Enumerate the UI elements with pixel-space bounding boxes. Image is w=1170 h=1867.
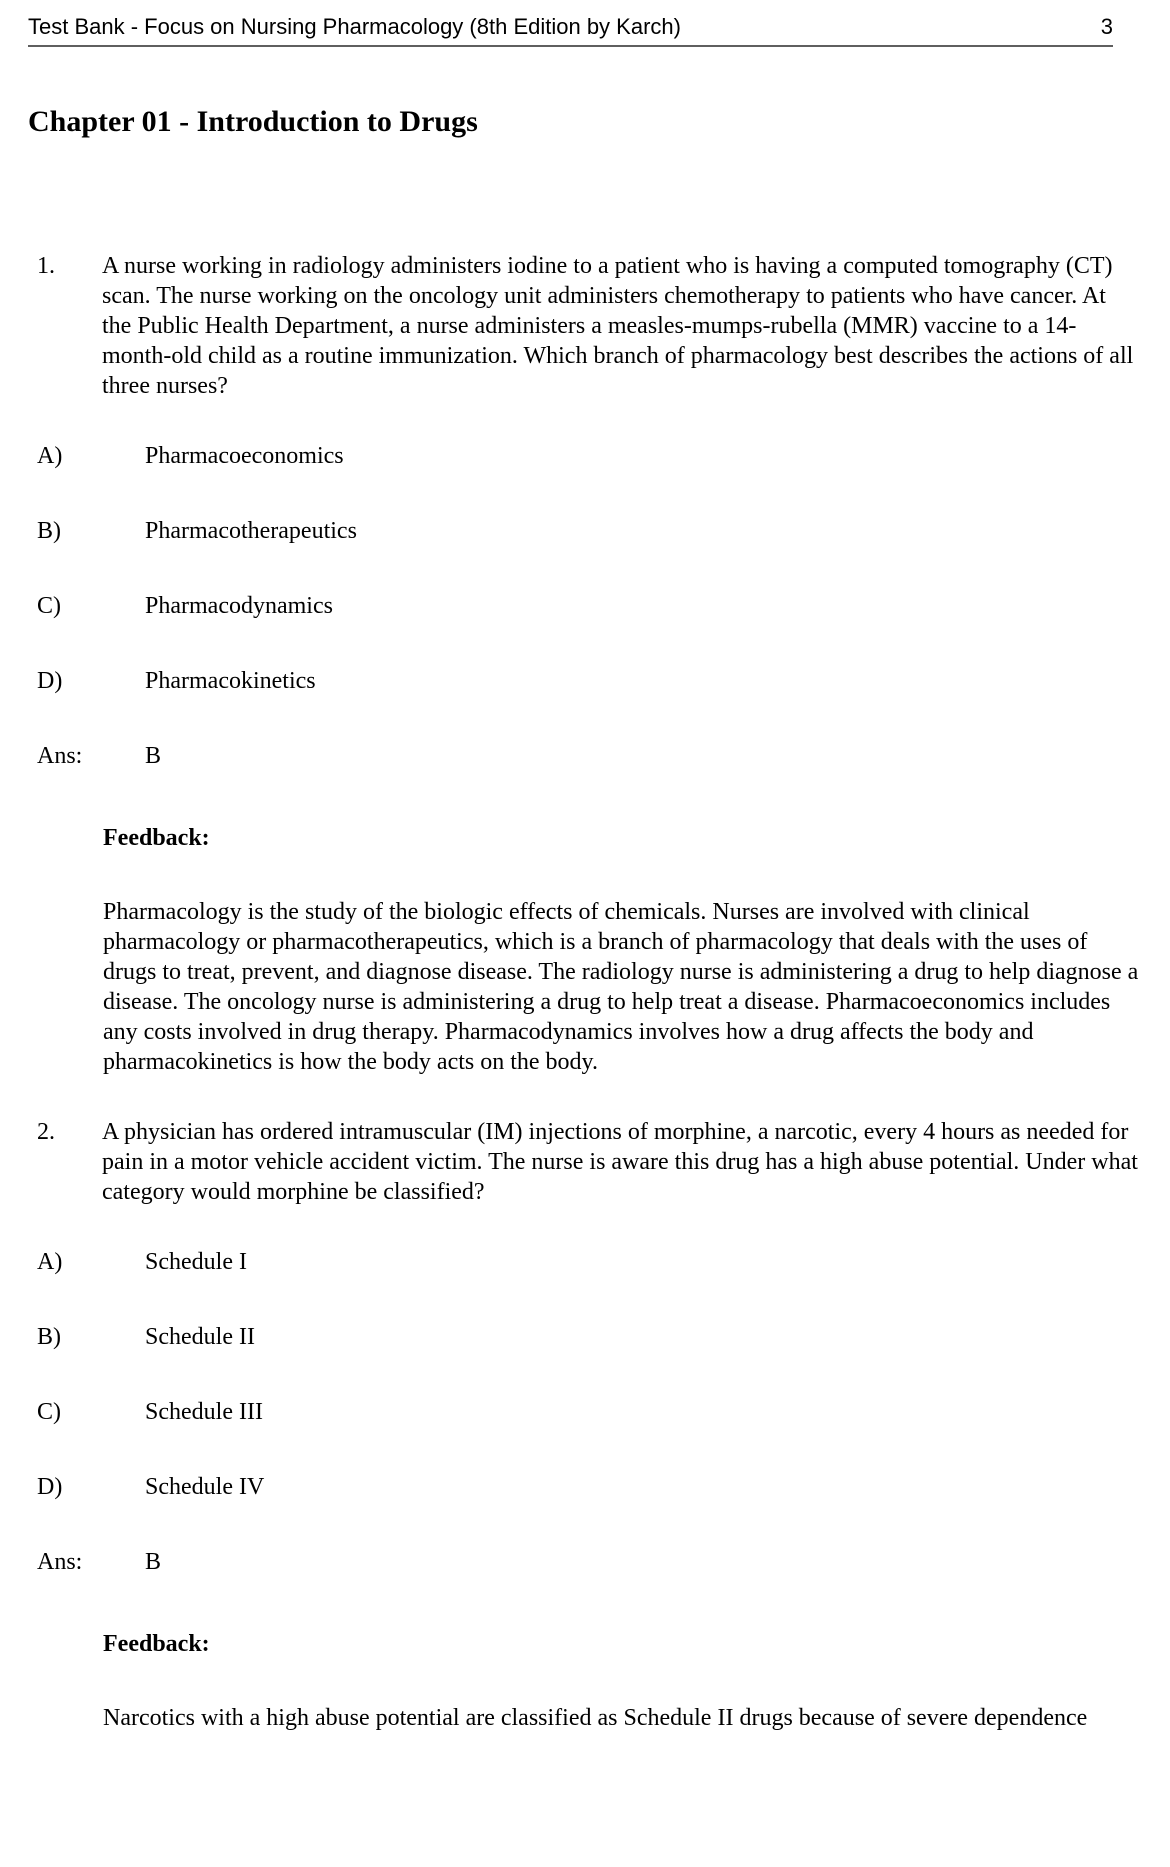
option-a: [0, 1247, 1170, 1277]
feedback-label: Feedback:: [103, 1631, 210, 1657]
option-label: A): [37, 443, 63, 469]
option-text: Schedule II: [145, 1324, 255, 1350]
option-text: Pharmacoeconomics: [145, 443, 344, 469]
option-label: C): [37, 593, 61, 619]
answer-label: Ans:: [37, 743, 83, 769]
answer-label: Ans:: [37, 1549, 83, 1575]
option-text: Pharmacodynamics: [145, 593, 333, 619]
option-c: [0, 1397, 1170, 1427]
answer-value: B: [145, 1549, 162, 1575]
option-text: Schedule IV: [145, 1474, 265, 1500]
page-number: 3: [1100, 14, 1113, 39]
option-text: Schedule I: [145, 1249, 247, 1275]
option-c: [0, 591, 1170, 621]
feedback-label: Feedback:: [103, 825, 210, 851]
option-b: [0, 1322, 1170, 1352]
option-b: [0, 516, 1170, 546]
question-number: 1.: [37, 253, 55, 279]
answer-row: [0, 1547, 1170, 1577]
question-text: A nurse working in radiology administers iodine to a patient who is having a computed tomography (CT) scan. The nurse working on the oncology unit administers chemotherapy to patients who have cancer. At the Public Health Department, a nurse administers a measles-mumps-rubella (MMR) vaccine to a 14-month-old child as a routine immunization. Which branch of pharmacology best describes the actions of all three nurses?: [102, 253, 1134, 399]
option-text: Pharmacokinetics: [145, 668, 316, 694]
header-title: Test Bank - Focus on Nursing Pharmacology (8th Edition by Karch): [28, 14, 681, 39]
question-2: [0, 1117, 1170, 1733]
option-label: D): [37, 1474, 63, 1500]
option-d: [0, 666, 1170, 696]
option-text: Pharmacotherapeutics: [145, 518, 357, 544]
question-stem: [0, 1117, 1170, 1207]
option-d: [0, 1472, 1170, 1502]
option-a: [0, 441, 1170, 471]
answer-row: [0, 741, 1170, 771]
page-header: [28, 0, 1113, 47]
question-text: A physician has ordered intramuscular (IM) injections of morphine, a narcotic, every 4 hours as needed for pain in a motor vehicle accident victim. The nurse is aware this drug has a high abuse potential. Under what category would morphine be classified?: [102, 1119, 1138, 1205]
question-number: 2.: [37, 1119, 55, 1145]
option-label: B): [37, 518, 61, 544]
option-text: Schedule III: [145, 1399, 263, 1425]
feedback-text: Narcotics with a high abuse potential are classified as Schedule II drugs because of severe dependence: [103, 1705, 1088, 1731]
option-label: C): [37, 1399, 61, 1425]
chapter-title: Chapter 01 - Introduction to Drugs: [28, 105, 478, 138]
option-label: A): [37, 1249, 63, 1275]
question-stem: [0, 251, 1170, 401]
option-label: B): [37, 1324, 61, 1350]
option-label: D): [37, 668, 63, 694]
feedback-text: Pharmacology is the study of the biologic effects of chemicals. Nurses are involved with clinical pharmacology or pharmacotherapeutics, which is a branch of pharmacology that deals with the uses of drugs to treat, prevent, and diagnose disease. The radiology nurse is administering a drug to help diagnose a disease. The oncology nurse is administering a drug to help treat a disease. Pharmacoeconomics includes any costs involved in drug therapy. Pharmacodynamics involves how a drug affects the body and pharmacokinetics is how the body acts on the body.: [103, 899, 1139, 1075]
question-1: [0, 251, 1170, 1077]
answer-value: B: [145, 743, 162, 769]
